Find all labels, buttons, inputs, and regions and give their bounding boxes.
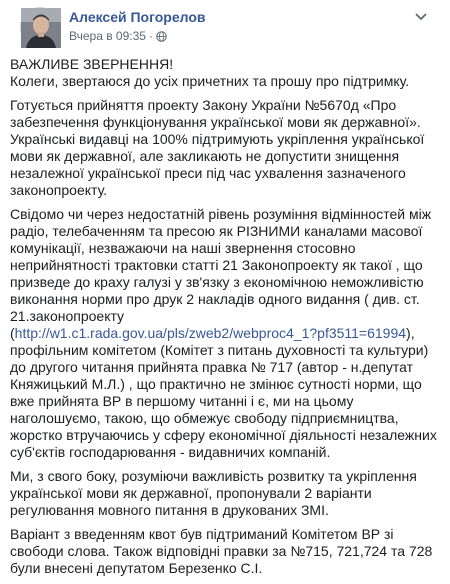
- author-avatar[interactable]: [20, 7, 60, 47]
- appeal-text: Колеги, звертаюся до усіх причетних та прошу про підтримку.: [10, 73, 410, 89]
- our-side-text: Ми, з свого боку, розуміючи важливість розвитку та укріплення української мови як державної, пропонували 2 варіанти регулювання мовного питання в друкованих ЗМІ.: [10, 468, 417, 518]
- link-open: (: [10, 325, 15, 341]
- publishers-text: Українські видавці на 100% підтримують укріплення української мови як державної, але закликають не допустити знищення незалежної української преси під час ухвалення зазначеного законопроекту.: [10, 131, 425, 198]
- meta-separator: ·: [148, 29, 153, 43]
- post-body: [10, 56, 440, 584]
- post-meta: [69, 29, 167, 43]
- globe-icon: [156, 31, 167, 42]
- paragraph-our-side: [10, 468, 440, 519]
- article21-tail: профільним комітетом (Комітет з питань духовності та культури) до другого читання прийнята правка № 717 (автор - н.депутат Княжицький М.Л.) , що практично не змінює сутності норми, що вже прийнята ВР в першому читанні і є, ми на цьому наголошуємо, такою, що обмежує свободу підприємництва, жорстко втручаючись у сферу економічної діяльності незалежних суб'єктів господарювання - видавничих компаній.: [10, 342, 437, 460]
- post-header: [10, 0, 440, 54]
- link-after: ),: [406, 325, 415, 341]
- avatar-photo: [21, 8, 61, 48]
- author-name[interactable]: Алексей Погорелов: [69, 9, 206, 25]
- paragraph-appeal: [10, 56, 440, 90]
- paragraph-quotas: [10, 526, 440, 577]
- paragraph-law: [10, 97, 440, 199]
- law-text: Готується прийняття проекту Закону України №5670д «Про забезпечення функціонування української мови як державної».: [10, 97, 421, 130]
- quotas-text: Варіант з введенням квот був підтриманий Комітетом ВР зі свободи слова. Також відповідні правки за №715, 721,724 та 728 були внесені депутатом Березенко С.І.: [10, 526, 433, 576]
- paragraph-article21: [10, 206, 440, 461]
- rada-link[interactable]: http://w1.c1.rada.gov.ua/pls/zweb2/webproc4_1?pf3511=61994: [14, 325, 407, 341]
- chevron-down-icon[interactable]: [414, 12, 428, 22]
- appeal-heading: ВАЖЛИВЕ ЗВЕРНЕННЯ!: [10, 56, 174, 72]
- post-timestamp[interactable]: Вчера в 09:35: [69, 29, 146, 43]
- article21-text: Свідомо чи через недостатній рівень розуміння відмінностей між радіо, телебаченням та пресою як РІЗНИМИ каналами масової комунікації, незважаючи на наші звернення стосовно неприйнятності трактовки статті 21 Законопроекту як такої , що призведе до краху галузі у зв'язку з економічною неможливістю виконання норми про друк 2 накладів одного видання ( див. ст. 21.законопроекту: [10, 206, 432, 324]
